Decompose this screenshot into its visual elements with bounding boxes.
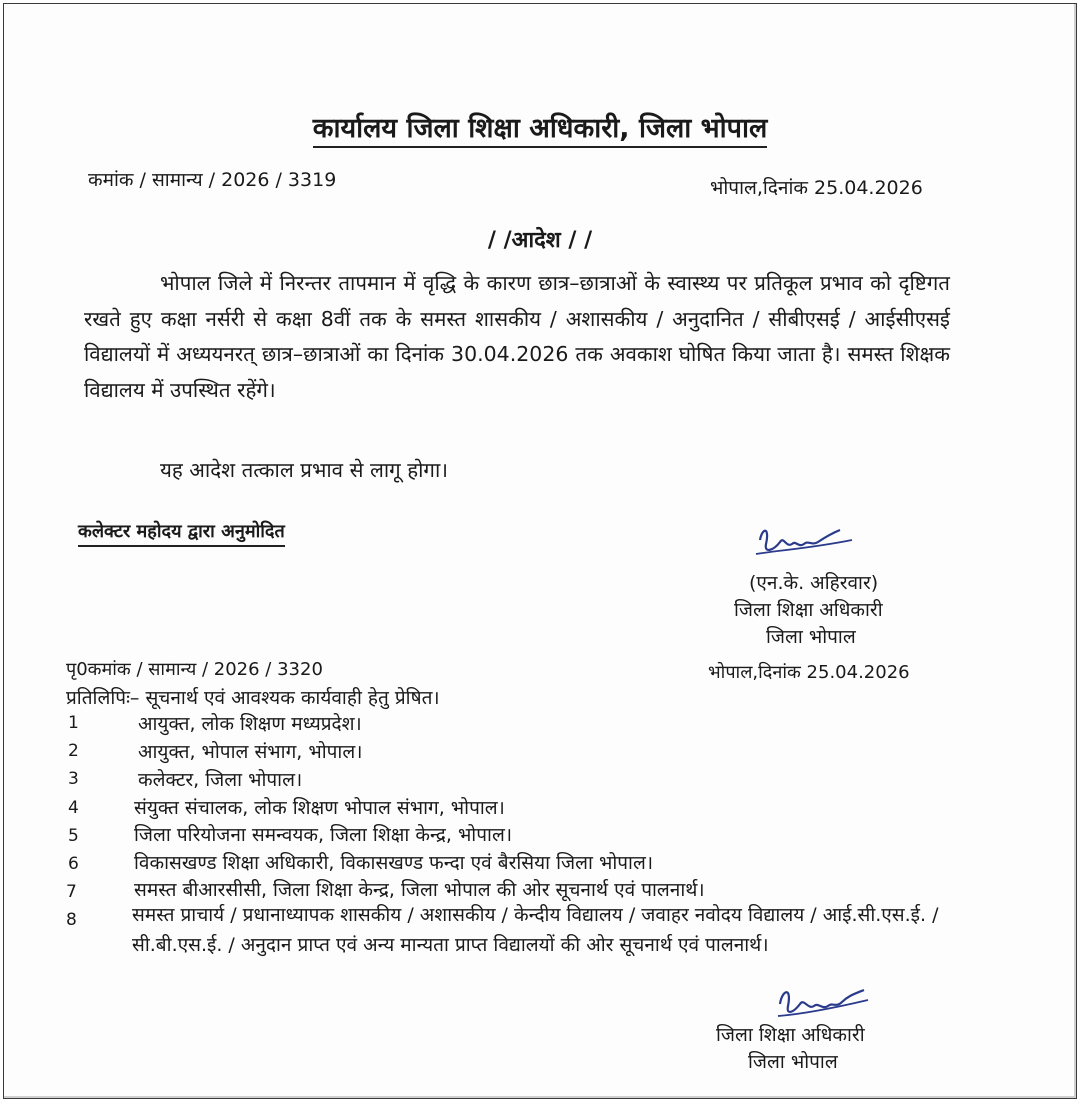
list-item-number: 3 [68,769,79,789]
list-item-number: 8 [66,910,77,930]
list-item-number: 7 [66,882,77,902]
approval-note: कलेक्टर महोदय द्वारा अनुमोदित [78,519,285,543]
order-paragraph: भोपाल जिले में निरन्तर तापमान में वृद्धि के कारण छात्र–छात्राओं के स्वास्थ्य पर प्रतिकूल प्रभाव को दृष्टिगत रखते हुए कक्षा नर्सरी से कक्षा 8वीं तक के समस्त शासकीय / अशासकीय / अनुदानित / सीबीएसई / आईसीएसई विद्यालयों में अध्ययनरत् छात्र–छात्राओं का दिनांक 30.04.2026 तक अवकाश घोषित किया जाता है। समस्त शिक्षक विद्यालय में उपस्थित रहेंगे। [84,271,950,402]
signatory-designation: जिला शिक्षा अधिकारी [734,599,883,621]
list-item: आयुक्त, लोक शिक्षण मध्यप्रदेश। [138,713,362,735]
list-item-number: 6 [68,854,79,874]
endorsement-date: भोपाल,दिनांक 25.04.2026 [708,662,910,683]
endorsement-reference: पृ0कमांक / सामान्य / 2026 / 3320 [66,659,323,680]
list-item: जिला परियोजना समन्वयक, जिला शिक्षा केन्द्र, भोपाल। [134,824,513,846]
office-title: कार्यालय जिला शिक्षा अधिकारी, जिला भोपाल [4,108,1076,145]
list-item: कलेक्टर, जिला भोपाल। [138,769,303,791]
list-item-number: 2 [68,741,79,761]
list-item-number: 4 [68,798,79,818]
list-item: आयुक्त, भोपाल संभाग, भोपाल। [138,741,363,763]
copy-to-line: प्रतिलिपिः– सूचनार्थ एवं आवश्यक कार्यवाही हेतु प्रेषित। [66,687,440,709]
list-item-number: 5 [68,826,79,846]
signature-mark [752,520,862,570]
signatory-place: जिला भोपाल [748,1051,838,1073]
list-item: समस्त प्राचार्य / प्रधानाध्यापक शासकीय / अशासकीय / केन्दीय विद्यालय / जवाहर नवोदय विद्यालय / आई.सी.एस.ई. / सी.बी.एस.ई. / अनुदान प्राप्त एवं अन्य मान्यता प्राप्त विद्यालयों की ओर सूचनार्थ एवं पालनार्थ। [132,904,939,956]
list-item: संयुक्त संचालक, लोक शिक्षण भोपाल संभाग, भोपाल। [134,797,505,819]
order-heading: / /आदेश / / [487,228,593,253]
document-page [3,3,1077,1099]
signatory-name: (एन.के. अहिरवार) [749,572,879,594]
reference-number: कमांक / सामान्य / 2026 / 3319 [88,169,337,191]
list-item-number: 1 [68,713,79,733]
signatory-designation: जिला शिक्षा अधिकारी [716,1024,865,1046]
list-item: विकासखण्ड शिक्षा अधिकारी, विकासखण्ड फन्दा एवं बैरसिया जिला भोपाल। [134,852,654,874]
list-item: समस्त बीआरसीसी, जिला शिक्षा केन्द्र, जिला भोपाल की ओर सूचनार्थ एवं पालनार्थ। [134,879,705,901]
signatory-place: जिला भोपाल [766,626,856,648]
effect-line: यह आदेश तत्काल प्रभाव से लागू होगा। [160,458,449,482]
issue-date: भोपाल,दिनांक 25.04.2026 [710,177,923,199]
